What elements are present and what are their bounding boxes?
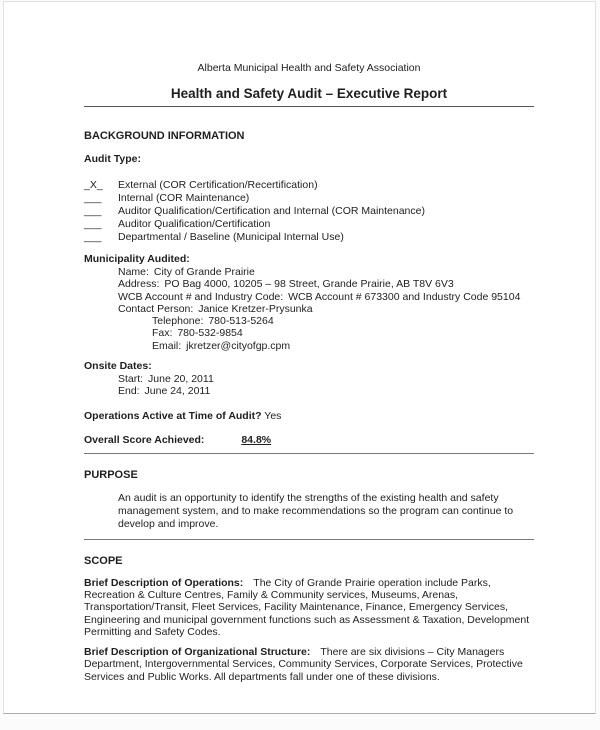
operations-description-text: The City of Grande Prairie operation include Parks, Recreation & Culture Centres, Family & Community services, Museums, Arenas, Transportation/Transit, Fleet Services, Facility Maintenance, Finance, Emergency Services, Engineering and municipal government functions such as Assessment & Taxation, Development Permitting and Safety Codes. xyxy=(84,576,530,638)
checkbox-mark-empty: ___ xyxy=(84,192,102,204)
wcb-value: WCB Account # 673300 and Industry Code 95104 xyxy=(288,290,521,303)
end-date-label: End: xyxy=(118,385,140,398)
audit-type-option-label: Auditor Qualification/Certification and Internal (COR Maintenance) xyxy=(118,205,425,217)
name-value: City of Grande Prairie xyxy=(153,266,255,278)
operations-active-label: Operations Active at Time of Audit? xyxy=(84,409,262,422)
start-date-line xyxy=(118,373,534,385)
municipality-contact-line xyxy=(118,303,534,315)
association-name: Alberta Municipal Health and Safety Association xyxy=(197,62,421,74)
checkbox-mark-empty: ___ xyxy=(84,231,102,243)
audit-type-option-internal xyxy=(84,192,534,205)
scope-heading: SCOPE xyxy=(84,554,123,567)
document-title: Health and Safety Audit – Executive Report xyxy=(84,87,534,107)
checkbox-mark-empty: ___ xyxy=(84,218,102,230)
overall-score-value: 84.8% xyxy=(241,433,272,446)
audit-type-option-departmental xyxy=(84,231,534,244)
audit-type-option-qualification xyxy=(84,218,534,231)
onsite-dates-details xyxy=(84,373,534,398)
telephone-label: Telephone: xyxy=(152,315,204,328)
wcb-label: WCB Account # and Industry Code: xyxy=(118,290,284,303)
onsite-dates-heading: Onsite Dates: xyxy=(84,360,152,373)
audit-type-option-label: Departmental / Baseline (Municipal Internal Use) xyxy=(118,231,344,243)
audit-type-option-qual-internal xyxy=(84,205,534,218)
contact-person-label: Contact Person: xyxy=(118,302,194,315)
audit-type-option-label: External (COR Certification/Recertification) xyxy=(118,179,318,191)
audit-type-option-external xyxy=(84,179,534,192)
background-information-heading: BACKGROUND INFORMATION xyxy=(84,130,245,142)
municipality-name-line xyxy=(118,266,534,278)
contact-details xyxy=(118,315,534,352)
section-divider xyxy=(84,453,534,454)
start-date-value: June 20, 2011 xyxy=(148,373,214,386)
section-divider xyxy=(84,539,534,540)
audit-type-checklist xyxy=(84,179,534,244)
end-date-value: June 24, 2011 xyxy=(144,385,211,398)
address-label: Address: xyxy=(118,278,160,291)
purpose-paragraph: An audit is an opportunity to identify the strengths of the existing health and safety management system, and to make recommendations so the program can continue to develop and improve. xyxy=(118,492,514,530)
email-value: jkretzer@cityofgp.cpm xyxy=(186,339,291,352)
checkbox-mark-selected: _X_ xyxy=(84,179,103,191)
email-line xyxy=(152,340,534,352)
start-date-label: Start: xyxy=(118,373,144,386)
overall-score-label: Overall Score Achieved: xyxy=(84,433,205,446)
org-structure-paragraph xyxy=(84,646,536,683)
end-date-line xyxy=(118,385,534,397)
address-value: PO Bag 4000, 10205 – 98 Street, Grande Prairie, AB T8V 6V3 xyxy=(164,278,454,291)
name-label: Name: xyxy=(118,266,149,278)
overall-score-line xyxy=(84,434,534,446)
telephone-value: 780-513-5264 xyxy=(208,315,274,328)
audit-type-option-label: Internal (COR Maintenance) xyxy=(118,192,250,204)
municipality-wcb-line xyxy=(118,291,534,303)
fax-value: 780-532-9854 xyxy=(177,327,243,340)
audit-type-label: Audit Type: xyxy=(84,153,141,165)
municipality-audited-heading: Municipality Audited: xyxy=(84,253,190,265)
audit-type-option-label: Auditor Qualification/Certification xyxy=(118,218,271,230)
purpose-heading: PURPOSE xyxy=(84,469,138,482)
contact-person-value: Janice Kretzer-Prysunka xyxy=(198,302,313,315)
municipality-address-line xyxy=(118,278,534,290)
telephone-line xyxy=(152,315,534,327)
checkbox-mark-empty: ___ xyxy=(84,205,102,217)
operations-active-value: Yes xyxy=(264,409,282,422)
municipality-details xyxy=(84,266,534,352)
fax-label: Fax: xyxy=(152,327,173,340)
fax-line xyxy=(152,327,534,339)
document-page xyxy=(3,1,596,714)
org-structure-text: There are six divisions – City Managers Department, Intergovernmental Services, Community Services, Corporate Services, Protective Services and Public Works. All departments fall under one of these divisions. xyxy=(84,646,523,683)
operations-active-line xyxy=(84,410,534,422)
operations-description-label: Brief Description of Operations: xyxy=(84,576,244,589)
email-label: Email: xyxy=(152,339,182,352)
org-structure-label: Brief Description of Organizational Structure: xyxy=(84,646,311,659)
document-content xyxy=(4,62,595,683)
operations-description-paragraph xyxy=(84,577,536,638)
